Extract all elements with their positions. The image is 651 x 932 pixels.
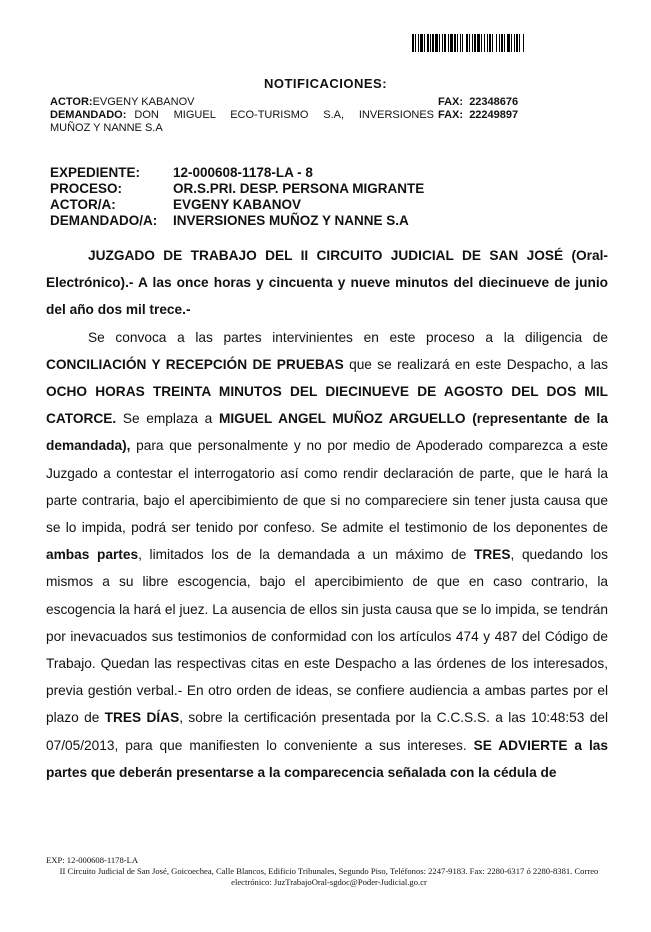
fax1-line	[438, 96, 518, 109]
demandado-line-2: MUÑOZ Y NANNE S.A	[50, 122, 163, 134]
footer-exp: EXP: 12-000608-1178-LA	[46, 855, 139, 865]
resolution-body	[46, 242, 608, 786]
case-info-table	[50, 165, 424, 229]
actor-value: EVGENY KABANOV	[92, 96, 195, 108]
case-row: DEMANDADO/A: INVERSIONES MUÑOZ Y NANNE S.A	[50, 213, 409, 228]
actor-line	[50, 96, 194, 109]
footer-address: II Circuito Judicial de San José, Goicoechea, Calle Blancos, Edificio Tribunales, Segundo Piso, Teléfonos: 2247-9183. Fax: 2280-6317 ó 2280-8381. Correo electrónico: JuzTrabajoOral-sgdoc@Poder-Judicial.go.cr	[59, 866, 599, 887]
barcode	[412, 34, 608, 52]
demandado-value: DON MIGUEL ECO-TURISMO S.A, INVERSIONES	[134, 109, 434, 121]
fax2-line	[438, 109, 518, 122]
fax2-label: FAX:	[438, 109, 464, 121]
page-footer	[46, 855, 606, 888]
fax1-label: FAX:	[438, 96, 464, 108]
fax1-value: 22348676	[469, 96, 519, 108]
case-row: PROCESO: OR.S.PRI. DESP. PERSONA MIGRANTE	[50, 181, 425, 196]
actor-label: ACTOR:	[50, 96, 93, 108]
fax2-value: 22249897	[469, 109, 519, 121]
demandado-label: DEMANDADO:	[50, 109, 127, 121]
court-heading-paragraph: JUZGADO DE TRABAJO DEL II CIRCUITO JUDICIAL DE SAN JOSÉ (Oral-Electrónico).- A las once horas y cincuenta y nueve minutos del diecinueve de junio del año dos mil trece.-	[46, 248, 608, 318]
summons-paragraph: Se convoca a las partes intervinientes en este proceso a la diligencia de CONCILIACIÓN Y RECEPCIÓN DE PRUEBAS que se realizará en este Despacho, a las OCHO HORAS TREINTA MINUTOS DEL DIECINUEVE DE AGOSTO DEL DOS MIL CATORCE. Se emplaza a MIGUEL ANGEL MUÑOZ ARGUELLO (representante de la demandada), para que personalmente y no por medio de Apoderado comparezca a este Juzgado a contestar el interrogatorio así como rendir declaración de parte, que le hará la parte contraria, bajo el apercibimiento de que si no compareciere sin tener justa causa que se lo impida, podrá ser tenido por confeso. Se admite el testimonio de los deponentes de ambas partes, limitados los de la demandada a un máximo de TRES, quedando los mismos a su libre escogencia, bajo el apercibimiento de que en caso contrario, la escogencia la hará el juez. La ausencia de ellos sin justa causa que se lo impida, se tendrán por inevacuados sus testimonios de conformidad con los artículos 474 y 487 del Código de Trabajo. Quedan las respectivas citas en este Despacho a las órdenes de los interesados, previa gestión verbal.- En otro orden de ideas, se confiere audiencia a ambas partes por el plazo de TRES DÍAS, sobre la certificación presentada por la C.C.S.S. a las 10:48:53 del 07/05/2013, para que manifiesten lo conveniente a sus intereses. SE ADVIERTE a las partes que deberán presentarse a la comparecencia señalada con la cédula de	[46, 329, 608, 780]
case-row: EXPEDIENTE: 12-000608-1178-LA - 8	[50, 165, 313, 180]
case-row: ACTOR/A: EVGENY KABANOV	[50, 197, 302, 212]
barcode-stripe	[524, 34, 526, 52]
demandado-line	[50, 109, 434, 122]
notifications-title: NOTIFICACIONES:	[263, 76, 388, 91]
